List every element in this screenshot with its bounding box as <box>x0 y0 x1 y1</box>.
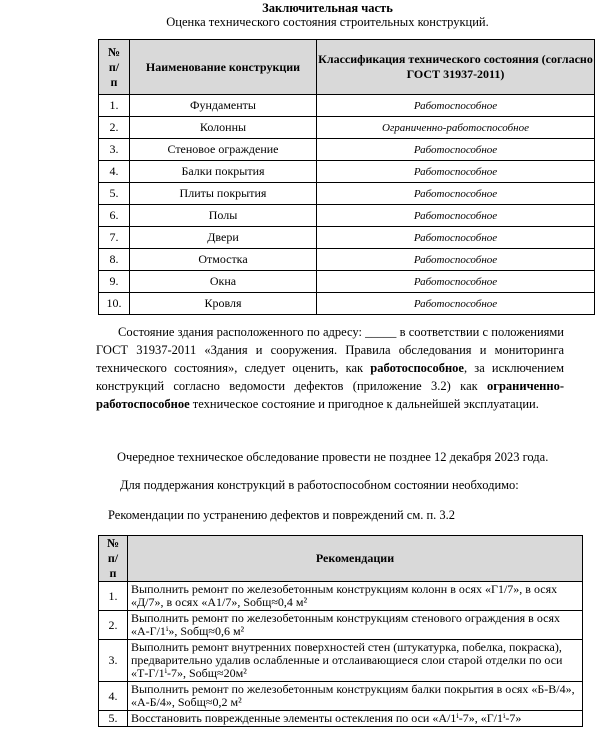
recommendations-table <box>98 535 583 727</box>
condition-status: Работоспособное <box>317 293 595 315</box>
header-construction: Наименование конструкции <box>130 40 317 95</box>
conclusion-bold-1: работоспособное <box>370 361 464 375</box>
row-number: 4. <box>99 682 128 711</box>
table-row <box>99 95 595 117</box>
table-row <box>99 161 595 183</box>
construction-name: Кровля <box>130 293 317 315</box>
table-row <box>99 582 583 611</box>
row-number: 2. <box>99 611 128 640</box>
header-classification: Классификация технического состояния (согласно ГОСТ 31937-2011) <box>317 40 595 95</box>
condition-status: Работоспособное <box>317 249 595 271</box>
condition-status: Работоспособное <box>317 139 595 161</box>
recommendation-text: Выполнить ремонт внутренних поверхностей стен (штукатурка, побелка, покраска), предварительно удалив ослабленные и отслаивающиеся слои старой отделки по оси «Т-Г/1ⁱ-7», Sобщ≈20м² <box>128 640 583 682</box>
condition-status: Работоспособное <box>317 227 595 249</box>
recommendation-text: Восстановить поврежденные элементы остекления по оси «А/1ⁱ-7», «Г/1ⁱ-7» <box>128 711 583 727</box>
row-number: 5. <box>99 711 128 727</box>
table-row <box>99 249 595 271</box>
row-number: 3. <box>99 139 130 161</box>
table-row <box>99 139 595 161</box>
maintenance-note: Для поддержания конструкций в работоспособном состоянии необходимо: <box>120 478 519 492</box>
condition-status: Работоспособное <box>317 161 595 183</box>
row-number: 4. <box>99 161 130 183</box>
condition-status: Ограниченно-работоспособное <box>317 117 595 139</box>
condition-status: Работоспособное <box>317 205 595 227</box>
table-row <box>99 293 595 315</box>
table-row <box>99 227 595 249</box>
row-number: 3. <box>99 640 128 682</box>
recommendation-text: Выполнить ремонт по железобетонным конструкциям балки покрытия в осях «Б-В/4», «А-Б/4», Sобщ≈0,2 м² <box>128 682 583 711</box>
header-recommendations: Рекомендации <box>128 536 583 582</box>
construction-name: Плиты покрытия <box>130 183 317 205</box>
conclusion-text-1: Состояние здания расположенного по адресу: _____ в соответствии с положениями ГОСТ 31937-2011 «Здания и сооружения. Правила обследования и мониторинга технического состояния», следует оценить, как <box>96 325 564 375</box>
table-row <box>99 183 595 205</box>
condition-table-header <box>99 40 595 95</box>
table-row <box>99 611 583 640</box>
row-number: 2. <box>99 117 130 139</box>
condition-status: Работоспособное <box>317 183 595 205</box>
recommendation-text: Выполнить ремонт по железобетонным конструкциям стенового ограждения в осях «А-Г/1ⁱ», Sобщ≈0,6 м² <box>128 611 583 640</box>
section-title: Заключительная часть <box>262 1 393 15</box>
construction-name: Полы <box>130 205 317 227</box>
recommendation-text: Выполнить ремонт по железобетонным конструкциям колонн в осях «Г1/7», в осях «Д/7», в осях «А1/7», Sобщ≈0,4 м² <box>128 582 583 611</box>
construction-name: Фундаменты <box>130 95 317 117</box>
construction-name: Отмостка <box>130 249 317 271</box>
header-number: № п/ п <box>99 40 130 95</box>
row-number: 8. <box>99 249 130 271</box>
table-row <box>99 117 595 139</box>
construction-name: Балки покрытия <box>130 161 317 183</box>
table-row <box>99 682 583 711</box>
condition-table <box>98 39 595 315</box>
conclusion-paragraph <box>96 323 564 413</box>
header-number: № п/ п <box>99 536 128 582</box>
construction-name: Колонны <box>130 117 317 139</box>
recommendations-table-header <box>99 536 583 582</box>
section-subtitle: Оценка технического состояния строительных конструкций. <box>166 15 489 29</box>
construction-name: Стеновое ограждение <box>130 139 317 161</box>
table-row <box>99 711 583 727</box>
row-number: 6. <box>99 205 130 227</box>
row-number: 10. <box>99 293 130 315</box>
construction-name: Двери <box>130 227 317 249</box>
row-number: 1. <box>99 582 128 611</box>
row-number: 1. <box>99 95 130 117</box>
row-number: 7. <box>99 227 130 249</box>
row-number: 5. <box>99 183 130 205</box>
table-row <box>99 640 583 682</box>
next-inspection-text: Очередное техническое обследование провести не позднее 12 декабря 2023 года. <box>117 450 549 464</box>
recommendations-reference: Рекомендации по устранению дефектов и повреждений см. п. 3.2 <box>108 508 456 522</box>
conclusion-text-2: , за исключением конструкций согласно ведомости дефектов (приложение 3.2) как <box>96 361 564 393</box>
condition-status: Работоспособное <box>317 271 595 293</box>
conclusion-text-3: техническое состояние и пригодное к дальнейшей эксплуатации. <box>189 397 539 411</box>
condition-status: Работоспособное <box>317 95 595 117</box>
table-row <box>99 205 595 227</box>
conclusion-bold-2: ограниченно-работоспособное <box>96 379 564 411</box>
row-number: 9. <box>99 271 130 293</box>
construction-name: Окна <box>130 271 317 293</box>
table-row <box>99 271 595 293</box>
